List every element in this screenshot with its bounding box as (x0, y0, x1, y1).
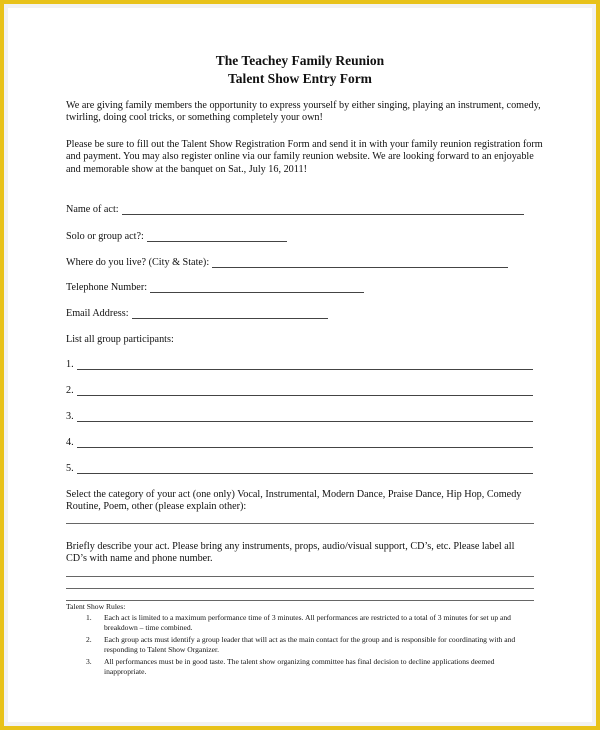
email-field[interactable] (132, 309, 328, 319)
intro-paragraph-2: Please be sure to fill out the Talent Show Registration Form and send it in with your family reunion registration form and payment. You may also register online via our family reunion website. We are looking forward to an enjoyable and memorable show at the banquet on Sat., July 16, 2011! (66, 139, 543, 175)
participant-row (66, 385, 533, 396)
telephone-row (66, 282, 364, 293)
rule-item (86, 657, 538, 677)
where-live-row (66, 257, 508, 268)
rule-text: Each group acts must identify a group leader that will act as the main contact for the group and is responsible for coordinating with and responding to Talent Show Organizer. (104, 635, 516, 654)
name-of-act-label: Name of act: (66, 204, 119, 215)
email-label: Email Address: (66, 308, 129, 319)
participant-field-1[interactable] (77, 360, 533, 370)
category-instructions: Select the category of your act (one only) Vocal, Instrumental, Modern Dance, Praise Dance, Hip Hop, Comedy Routine, Poem, other (please explain other): (66, 489, 522, 513)
participant-number: 2. (66, 385, 74, 396)
participants-label-row (66, 334, 174, 345)
describe-instructions: Briefly describe your act. Please bring any instruments, props, audio/visual support, CD’s, etc. Please label all CD’s with name and phone number. (66, 541, 515, 565)
participant-row (66, 411, 533, 422)
email-row (66, 308, 328, 319)
rule-number: 1. (86, 613, 92, 622)
participant-number: 1. (66, 359, 74, 370)
where-live-field[interactable] (212, 258, 508, 268)
participant-number: 4. (66, 437, 74, 448)
participant-row (66, 359, 533, 370)
solo-or-group-field[interactable] (147, 232, 287, 242)
rule-number: 3. (86, 657, 92, 666)
telephone-label: Telephone Number: (66, 282, 148, 293)
rule-text: All performances must be in good taste. The talent show organizing committee has final decision to decline applications deemed inappropriate. (104, 657, 495, 676)
name-of-act-field[interactable] (122, 205, 524, 215)
participant-number: 3. (66, 411, 74, 422)
describe-answer-line-1[interactable] (66, 576, 534, 577)
rules-heading: Talent Show Rules: (66, 602, 126, 611)
solo-or-group-label: Solo or group act?: (66, 231, 144, 242)
intro-paragraph-1: We are giving family members the opportunity to express yourself by either singing, playing an instrument, comedy, twirling, doing cool tricks, or something completely your own! (66, 100, 541, 124)
participant-field-2[interactable] (77, 386, 533, 396)
telephone-field[interactable] (150, 283, 364, 293)
rule-text: Each act is limited to a maximum performance time of 3 minutes. All performances are restricted to a total of 3 minutes for set up and breakdown – time combined. (104, 613, 511, 632)
participant-field-4[interactable] (77, 438, 533, 448)
participant-field-5[interactable] (77, 464, 533, 474)
rule-item (86, 613, 538, 633)
solo-or-group-row (66, 231, 287, 242)
participant-field-3[interactable] (77, 412, 533, 422)
participant-number: 5. (66, 463, 74, 474)
describe-answer-line-2[interactable] (66, 588, 534, 589)
category-answer-line[interactable] (66, 523, 534, 524)
describe-answer-line-3[interactable] (66, 600, 534, 601)
name-of-act-row (66, 204, 524, 215)
participant-row (66, 463, 533, 474)
participants-label: List all group participants: (66, 334, 174, 345)
participant-row (66, 437, 533, 448)
rule-item (86, 635, 538, 655)
rule-number: 2. (86, 635, 92, 644)
where-live-label: Where do you live? (City & State): (66, 257, 210, 268)
form-title-line1: The Teachey Family Reunion (215, 53, 385, 68)
form-title-line2: Talent Show Entry Form (228, 71, 372, 86)
